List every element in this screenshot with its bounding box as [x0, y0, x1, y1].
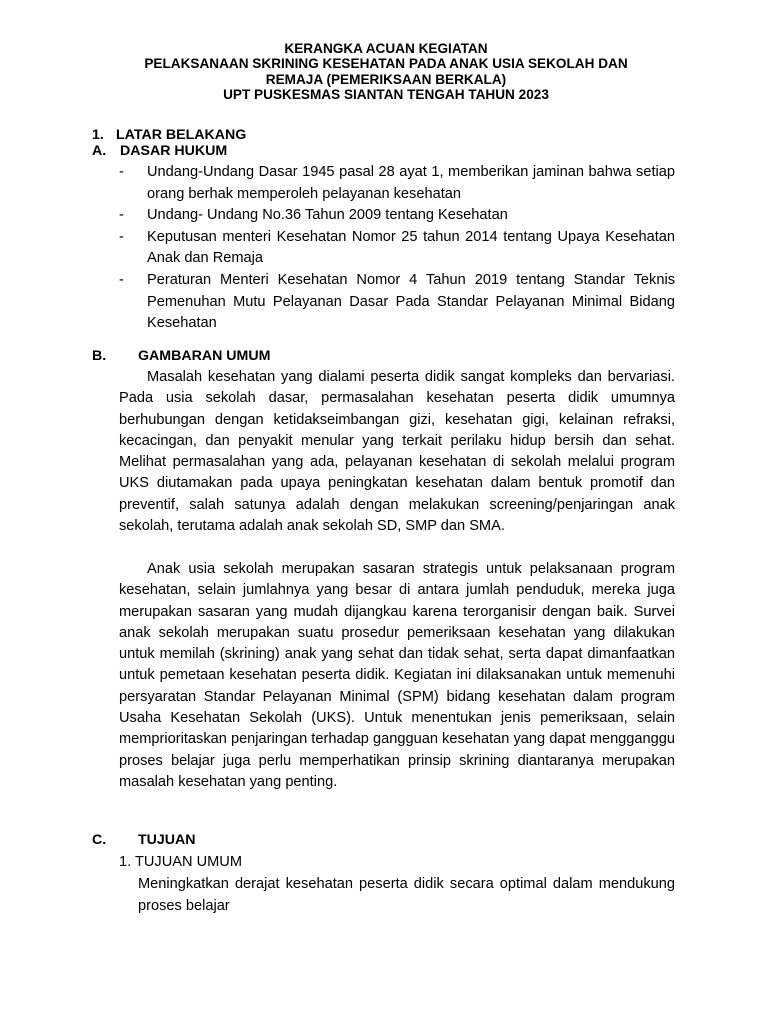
- section-1-number: 1.: [92, 127, 104, 143]
- title-line-1: KERANGKA ACUAN KEGIATAN: [284, 41, 488, 56]
- section-a-heading: [92, 143, 227, 160]
- list-item-text: Undang-Undang Dasar 1945 pasal 28 ayat 1, memberikan jaminan bahwa setiap orang berhak memperoleh pelayanan kesehatan: [147, 164, 675, 202]
- list-item: [119, 270, 675, 335]
- title-line-2: PELAKSANAAN SKRINING KESEHATAN PADA ANAK USIA SEKOLAH DAN: [144, 56, 628, 72]
- section-b-label: GAMBARAN UMUM: [138, 348, 271, 364]
- section-1-heading: [92, 127, 246, 144]
- bullet-dash: -: [119, 207, 124, 224]
- bullet-dash: -: [119, 271, 124, 288]
- section-1-label: LATAR BELAKANG: [116, 127, 247, 143]
- list-item-text: Undang- Undang No.36 Tahun 2009 tentang Kesehatan: [147, 207, 508, 224]
- section-a-label: DASAR HUKUM: [120, 143, 228, 159]
- section-b-letter: B.: [92, 348, 107, 364]
- section-c-heading: [92, 832, 196, 849]
- list-item-text: Keputusan menteri Kesehatan Nomor 25 tahun 2014 tentang Upaya Kesehatan Anak dan Remaja: [147, 228, 675, 267]
- list-item-text: Peraturan Menteri Kesehatan Nomor 4 Tahun 2019 tentang Standar Teknis Pemenuhan Mutu Pelayanan Dasar Pada Standar Pelayanan Minimal Bidang Kesehatan: [147, 271, 675, 332]
- document-title: [100, 41, 672, 102]
- bullet-dash: -: [119, 228, 124, 245]
- section-c-letter: C.: [92, 832, 107, 848]
- general-objective-heading: 1. TUJUAN UMUM: [119, 854, 242, 870]
- overview-paragraph-2: Anak usia sekolah merupakan sasaran strategis untuk pelaksanaan program kesehatan, selain jumlahnya yang besar di antara jumlah penduduk, mereka juga merupakan sasaran yang mudah dijangkau karena terorganisir dengan baik. Survei anak sekolah merupakan suatu prosedur pemeriksaan kesehatan yang dilakukan untuk memilah (skrining) anak yang sehat dan tidak sehat, serta dapat dimanfaatkan untuk pemetaan kesehatan peserta didik. Kegiatan ini dilaksanakan untuk memenuhi persyaratan Standar Pelayanan Minimal (SPM) bidang kesehatan dalam program Usaha Kesehatan Sekolah (UKS). Untuk menentukan jenis pemeriksaan, selain memprioritaskan penjaringan terhadap gangguan kesehatan yang dapat mengganggu proses belajar juga perlu memperhatikan prinsip skrining diantaranya merupakan masalah kesehatan yang penting.: [119, 561, 675, 790]
- section-a-letter: A.: [92, 143, 107, 159]
- legal-basis-list: [119, 162, 675, 335]
- list-item: [119, 162, 675, 205]
- section-c-label: TUJUAN: [138, 832, 196, 848]
- general-objective-text: Meningkatkan derajat kesehatan peserta didik secara optimal dalam mendukung proses belajar: [138, 876, 675, 914]
- title-line-3: REMAJA (PEMERIKSAAN BERKALA): [265, 71, 507, 87]
- title-line-4: UPT PUSKESMAS SIANTAN TENGAH TAHUN 2023: [223, 86, 549, 102]
- bullet-dash: -: [119, 164, 124, 180]
- overview-paragraph-1: Masalah kesehatan yang dialami peserta didik sangat kompleks dan bervariasi. Pada usia sekolah dasar, permasalahan kesehatan peserta didik umumnya berhubungan dengan ketidakseimbangan gizi, kesehatan gigi, kelainan refraksi, kecacingan, dan penyakit menular yang terkait perilaku hidup bersih dan sehat. Melihat permasalahan yang ada, pelayanan kesehatan di sekolah melalui program UKS diutamakan pada upaya peningkatan kesehatan dalam bentuk promotif dan preventif, salah satunya adalah dengan melakukan screening/penjaringan anak sekolah, terutama adalah anak sekolah SD, SMP dan SMA.: [119, 369, 675, 535]
- list-item: [119, 205, 675, 227]
- section-b-heading: [92, 348, 270, 365]
- list-item: [119, 227, 675, 270]
